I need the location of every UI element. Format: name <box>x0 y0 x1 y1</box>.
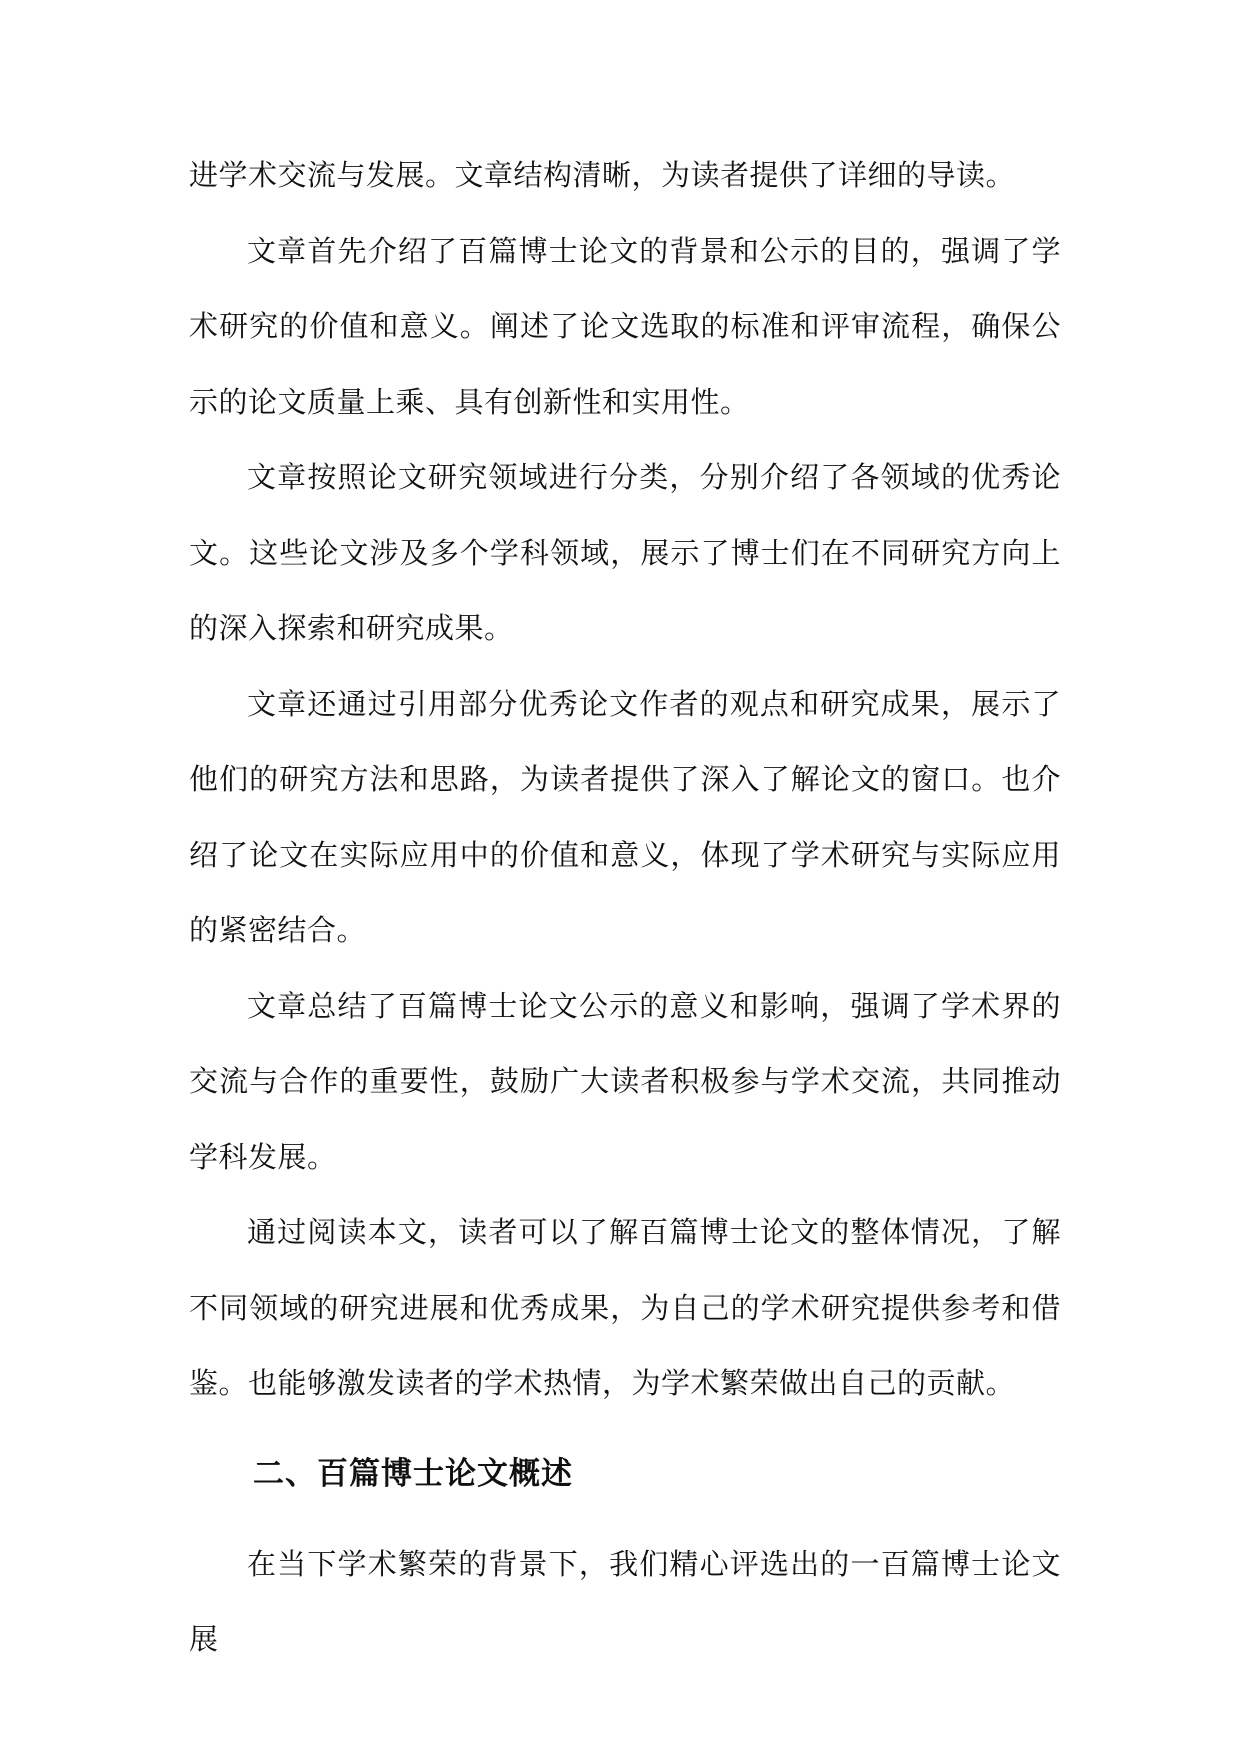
document-body <box>189 138 1061 1678</box>
paragraph-3: 文章按照论文研究领域进行分类，分别介绍了各领域的优秀论文。这些论文涉及多个学科领域，展示了博士们在不同研究方向上的深入探索和研究成果。 <box>189 460 1061 645</box>
section-paragraph: 在当下学术繁荣的背景下，我们精心评选出的一百篇博士论文展 <box>189 1546 1061 1656</box>
paragraph-4: 文章还通过引用部分优秀论文作者的观点和研究成果，展示了他们的研究方法和思路，为读者提供了深入了解论文的窗口。也介绍了论文在实际应用中的价值和意义，体现了学术研究与实际应用的紧密结合。 <box>189 686 1061 947</box>
paragraph-6: 通过阅读本文，读者可以了解百篇博士论文的整体情况，了解不同领域的研究进展和优秀成果，为自己的学术研究提供参考和借鉴。也能够激发读者的学术热情，为学术繁荣做出自己的贡献。 <box>189 1215 1061 1400</box>
section-heading: 二、百篇博士论文概述 <box>253 1455 573 1492</box>
paragraph-5: 文章总结了百篇博士论文公示的意义和影响，强调了学术界的交流与合作的重要性，鼓励广大读者积极参与学术交流，共同推动学科发展。 <box>189 988 1061 1174</box>
paragraph-2: 文章首先介绍了百篇博士论文的背景和公示的目的，强调了学术研究的价值和意义。阐述了论文选取的标准和评审流程，确保公示的论文质量上乘、具有创新性和实用性。 <box>189 233 1061 419</box>
paragraph-1: 进学术交流与发展。文章结构清晰，为读者提供了详细的导读。 <box>189 158 1016 192</box>
